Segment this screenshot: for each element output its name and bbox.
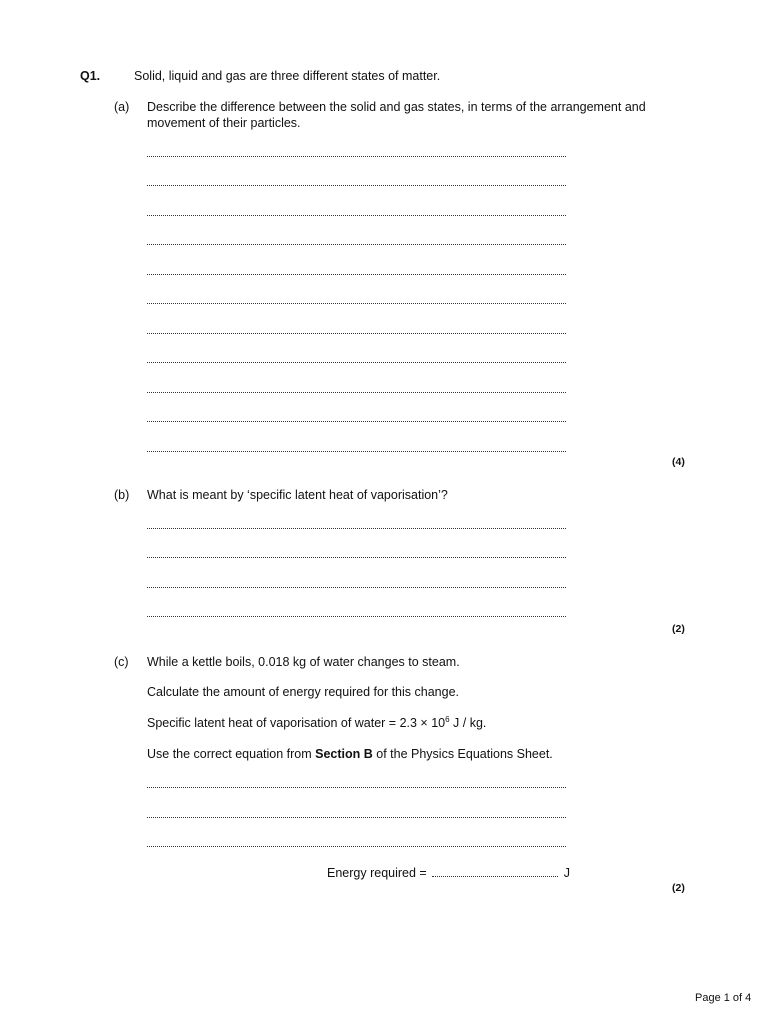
energy-answer bbox=[327, 865, 570, 881]
answer-line-a-1[interactable] bbox=[147, 148, 566, 157]
part-c-line1: While a kettle boils, 0.018 kg of water changes to steam. bbox=[147, 655, 460, 669]
answer-line-a-6[interactable] bbox=[147, 295, 566, 304]
part-c-line2: Calculate the amount of energy required for this change. bbox=[147, 685, 459, 699]
answer-line-c-1[interactable] bbox=[147, 779, 566, 788]
part-b-label: (b) bbox=[114, 488, 130, 502]
answer-line-b-4[interactable] bbox=[147, 608, 566, 617]
equation-instruction: Use the correct equation from bbox=[147, 747, 316, 761]
exponent: 6 bbox=[445, 714, 450, 724]
answer-line-a-11[interactable] bbox=[147, 443, 566, 452]
part-a-text: Describe the difference between the solid and gas states, in terms of the arrangement and movement of their particles. bbox=[147, 100, 646, 130]
part-b-text: What is meant by ‘specific latent heat of vaporisation’? bbox=[147, 488, 448, 502]
latent-heat-unit: J / kg. bbox=[449, 716, 487, 730]
answer-line-a-4[interactable] bbox=[147, 236, 566, 245]
part-c-label: (c) bbox=[114, 655, 129, 669]
answer-line-a-3[interactable] bbox=[147, 207, 566, 216]
answer-line-a-8[interactable] bbox=[147, 354, 566, 363]
section-b-reference: Section B bbox=[315, 747, 373, 761]
answer-line-b-3[interactable] bbox=[147, 579, 566, 588]
answer-line-a-2[interactable] bbox=[147, 177, 566, 186]
part-a-marks: (4) bbox=[672, 456, 685, 468]
answer-line-a-7[interactable] bbox=[147, 325, 566, 334]
energy-unit: J bbox=[563, 866, 570, 880]
answer-line-c-3[interactable] bbox=[147, 838, 566, 847]
part-c-marks: (2) bbox=[672, 882, 685, 894]
part-c-line3 bbox=[147, 715, 486, 731]
answer-line-a-5[interactable] bbox=[147, 266, 566, 275]
part-b-marks: (2) bbox=[672, 623, 685, 635]
part-a-label: (a) bbox=[114, 100, 130, 114]
answer-line-b-2[interactable] bbox=[147, 549, 566, 558]
energy-label: Energy required = bbox=[327, 866, 427, 880]
question-number: Q1. bbox=[80, 69, 101, 83]
page-number: Page 1 of 4 bbox=[695, 992, 752, 1004]
answer-line-b-1[interactable] bbox=[147, 520, 566, 529]
equation-sheet-reference: of the Physics Equations Sheet. bbox=[372, 747, 553, 761]
question-stem: Solid, liquid and gas are three different states of matter. bbox=[134, 69, 441, 83]
part-c-line4 bbox=[147, 746, 553, 762]
answer-line-a-9[interactable] bbox=[147, 384, 566, 393]
latent-heat-value: Specific latent heat of vaporisation of water = 2.3 × 10 bbox=[147, 716, 446, 730]
answer-line-a-10[interactable] bbox=[147, 413, 566, 422]
answer-line-c-2[interactable] bbox=[147, 809, 566, 818]
energy-answer-field[interactable] bbox=[432, 866, 558, 877]
